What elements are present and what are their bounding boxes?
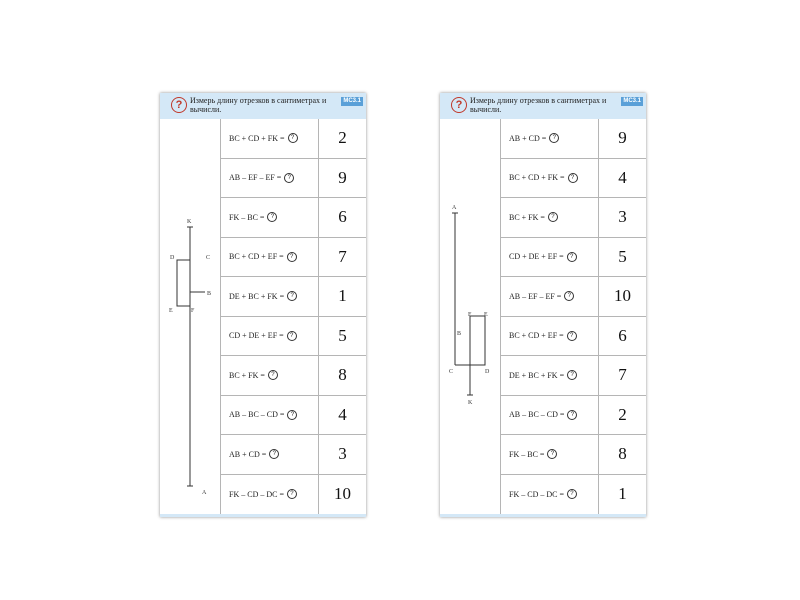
unknown-circle-icon: ?: [549, 133, 559, 143]
answer-cell: 4: [598, 159, 646, 198]
table-row: [501, 475, 646, 515]
point-label-e: E: [169, 308, 173, 314]
expression-cell: BC + CD + FK = ?: [501, 159, 598, 198]
answer-cell: 3: [598, 198, 646, 237]
answer-cell: 6: [598, 317, 646, 356]
table-row: [221, 356, 366, 396]
unknown-circle-icon: ?: [267, 212, 277, 222]
segments-figure: [440, 119, 500, 514]
worksheet-card-right: [440, 93, 646, 517]
table-row: [221, 475, 366, 515]
table-row: [501, 435, 646, 475]
point-label-d: D: [485, 369, 490, 375]
answer-cell: 8: [598, 435, 646, 474]
point-label-f: F: [191, 308, 195, 314]
expression-cell: FK – CD – DC = ?: [221, 475, 318, 515]
segment-rectangle: [177, 260, 190, 306]
calculation-table: [220, 119, 366, 514]
answer-cell: 4: [318, 396, 366, 435]
answer-cell: 8: [318, 356, 366, 395]
table-row: [501, 119, 646, 159]
instruction-text: Измерь длину отрезков в сантиметрах и вычисли.: [190, 96, 327, 114]
expression-cell: AB – EF – EF = ?: [221, 159, 318, 198]
expression-cell: AB + CD = ?: [221, 435, 318, 474]
table-row: [221, 435, 366, 475]
expression-cell: AB – BC – CD = ?: [501, 396, 598, 435]
unknown-circle-icon: ?: [568, 173, 578, 183]
table-row: [221, 119, 366, 159]
unknown-circle-icon: ?: [287, 331, 297, 341]
table-row: [221, 198, 366, 238]
answer-cell: 1: [318, 277, 366, 316]
answer-cell: 2: [318, 119, 366, 158]
unknown-circle-icon: ?: [287, 291, 297, 301]
calculation-table: [500, 119, 646, 514]
unknown-circle-icon: ?: [287, 252, 297, 262]
unknown-circle-icon: ?: [548, 212, 558, 222]
table-row: [501, 356, 646, 396]
segment-rectangle: [470, 316, 485, 365]
unknown-circle-icon: ?: [268, 370, 278, 380]
table-row: [501, 198, 646, 238]
unknown-circle-icon: ?: [287, 489, 297, 499]
segments-figure: [160, 119, 220, 514]
answer-cell: 6: [318, 198, 366, 237]
card-header: [440, 93, 646, 119]
table-row: [221, 396, 366, 436]
answer-cell: 1: [598, 475, 646, 515]
expression-cell: BC + FK = ?: [221, 356, 318, 395]
table-row: [501, 277, 646, 317]
unknown-circle-icon: ?: [567, 252, 577, 262]
card-footer: [160, 514, 366, 517]
table-row: [221, 317, 366, 357]
point-label-f: F: [468, 312, 472, 318]
unknown-circle-icon: ?: [547, 449, 557, 459]
expression-cell: AB + CD = ?: [501, 119, 598, 158]
answer-cell: 9: [598, 119, 646, 158]
answer-cell: 7: [318, 238, 366, 277]
card-header: [160, 93, 366, 119]
point-label-c: C: [449, 369, 454, 375]
unknown-circle-icon: ?: [287, 410, 297, 420]
table-row: [501, 396, 646, 436]
expression-cell: AB – BC – CD = ?: [221, 396, 318, 435]
table-row: [501, 159, 646, 199]
unknown-circle-icon: ?: [269, 449, 279, 459]
expression-cell: BC + CD + EF = ?: [501, 317, 598, 356]
unknown-circle-icon: ?: [567, 489, 577, 499]
table-row: [221, 159, 366, 199]
expression-cell: FK – BC = ?: [501, 435, 598, 474]
instruction-text: Измерь длину отрезков в сантиметрах и вычисли.: [470, 96, 607, 114]
point-label-b: B: [457, 331, 462, 337]
unknown-circle-icon: ?: [564, 291, 574, 301]
table-row: [221, 277, 366, 317]
answer-cell: 7: [598, 356, 646, 395]
unknown-circle-icon: ?: [567, 331, 577, 341]
answer-cell: 2: [598, 396, 646, 435]
point-label-b: B: [207, 291, 212, 297]
expression-cell: CD + DE + EF = ?: [221, 317, 318, 356]
point-label-d: D: [170, 255, 175, 261]
answer-cell: 5: [598, 238, 646, 277]
expression-cell: BC + CD + EF = ?: [221, 238, 318, 277]
point-label-a: A: [202, 490, 207, 496]
answer-cell: 5: [318, 317, 366, 356]
card-code-badge: МС3.1: [343, 98, 361, 104]
point-label-k: K: [468, 400, 473, 406]
expression-cell: AB – EF – EF = ?: [501, 277, 598, 316]
answer-cell: 10: [318, 475, 366, 515]
point-label-c: C: [206, 255, 211, 261]
expression-cell: DE + BC + FK = ?: [501, 356, 598, 395]
answer-cell: 3: [318, 435, 366, 474]
answer-cell: 10: [598, 277, 646, 316]
table-row: [501, 317, 646, 357]
unknown-circle-icon: ?: [567, 370, 577, 380]
unknown-circle-icon: ?: [567, 410, 577, 420]
unknown-circle-icon: ?: [284, 173, 294, 183]
point-label-k: K: [187, 219, 192, 225]
expression-cell: DE + BC + FK = ?: [221, 277, 318, 316]
expression-cell: FK – CD – DC = ?: [501, 475, 598, 515]
point-label-e: E: [484, 312, 488, 318]
question-icon: ?: [171, 97, 187, 113]
unknown-circle-icon: ?: [288, 133, 298, 143]
card-footer: [440, 514, 646, 517]
answer-cell: 9: [318, 159, 366, 198]
expression-cell: CD + DE + EF = ?: [501, 238, 598, 277]
question-icon: ?: [451, 97, 467, 113]
table-row: [221, 238, 366, 278]
table-row: [501, 238, 646, 278]
point-label-a: A: [452, 205, 457, 211]
expression-cell: BC + CD + FK = ?: [221, 119, 318, 158]
worksheet-card-left: [160, 93, 366, 517]
card-code-badge: МС3.1: [623, 98, 641, 104]
expression-cell: FK – BC = ?: [221, 198, 318, 237]
expression-cell: BC + FK = ?: [501, 198, 598, 237]
